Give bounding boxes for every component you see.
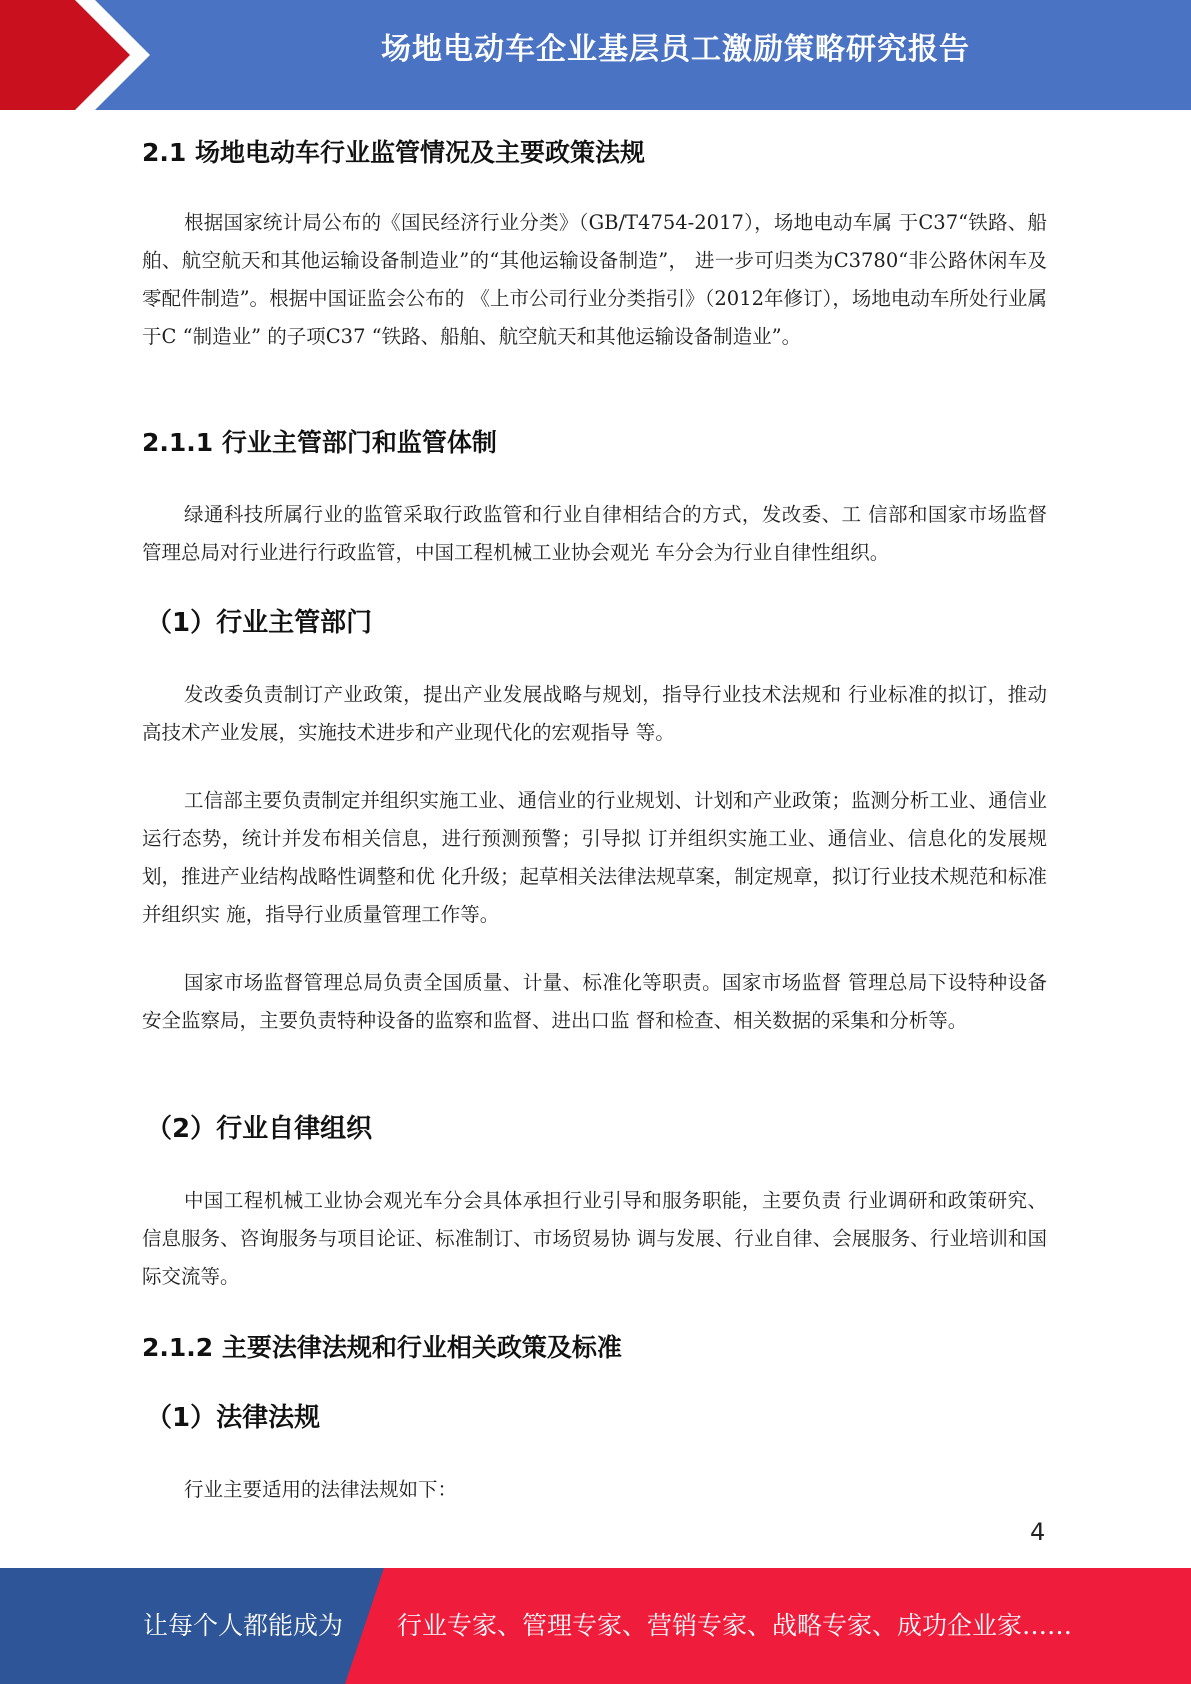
paragraph-ndrc: 发改委负责制订产业政策，提出产业发展战略与规划，指导行业技术法规和 行业标准的拟订，推动高技术产业发展，实施技术进步和产业现代化的宏观指导 等。 <box>142 683 1047 744</box>
header-banner <box>0 0 1191 110</box>
paragraph-samr: 国家市场监督管理总局负责全国质量、计量、标准化等职责。国家市场监督 管理总局下设特种设备安全监察局，主要负责特种设备的监察和监督、进出口监 督和检查、相关数据的采集和分析等。 <box>142 971 1047 1032</box>
section-heading-2-1-1: 2.1.1 行业主管部门和监管体制 <box>142 428 497 457</box>
page-number: 4 <box>1030 1518 1046 1546</box>
subheading-industry-authority: （1）行业主管部门 <box>146 608 373 638</box>
section-2-1-paragraph: 根据国家统计局公布的《国民经济行业分类》（GB/T4754-2017），场地电动车属 于C37“铁路、船舶、航空航天和其他运输设备制造业”的“其他运输设备制造”， 进一步可归类为C3780“非公路休闲车及零配件制造”。根据中国证监会公布的 《上市公司行业分类指引》（2012年修订），场地电动车所处行业属于C “制造业” 的子项C37 “铁路、船舶、航空航天和其他运输设备制造业”。 <box>142 211 1047 348</box>
section-heading-2-1-2: 2.1.2 主要法律法规和行业相关政策及标准 <box>142 1333 622 1362</box>
subheading-laws-regulations: （1）法律法规 <box>146 1403 321 1433</box>
paragraph-association: 中国工程机械工业协会观光车分会具体承担行业引导和服务职能，主要负责 行业调研和政策研究、信息服务、咨询服务与项目论证、标准制订、市场贸易协 调与发展、行业自律、会展服务、行业培训和国际交流等。 <box>142 1189 1047 1288</box>
footer-slogan-right: 行业专家、管理专家、营销专家、战略专家、成功企业家…… <box>397 1611 1073 1640</box>
footer-banner <box>0 1568 1191 1684</box>
paragraph-laws-intro: 行业主要适用的法律法规如下： <box>184 1478 458 1501</box>
section-heading-2-1: 2.1 场地电动车行业监管情况及主要政策法规 <box>142 138 645 167</box>
subheading-self-regulatory-org: （2）行业自律组织 <box>146 1114 373 1144</box>
footer-slogan-left: 让每个人都能成为 <box>143 1611 344 1640</box>
paragraph-miit: 工信部主要负责制定并组织实施工业、通信业的行业规划、计划和产业政策；监测分析工业、通信业运行态势，统计并发布相关信息，进行预测预警；引导拟 订并组织实施工业、通信业、信息化的发展规划，推进产业结构战略性调整和优 化升级；起草相关法律法规草案，制定规章，拟订行业技术规范和标准并组织实 施，指导行业质量管理工作等。 <box>142 789 1047 926</box>
section-2-1-1-paragraph: 绿通科技所属行业的监管采取行政监管和行业自律相结合的方式，发改委、工 信部和国家市场监督管理总局对行业进行行政监管，中国工程机械工业协会观光 车分会为行业自律性组织。 <box>142 503 1047 564</box>
document-title: 场地电动车企业基层员工激励策略研究报告 <box>381 32 970 67</box>
